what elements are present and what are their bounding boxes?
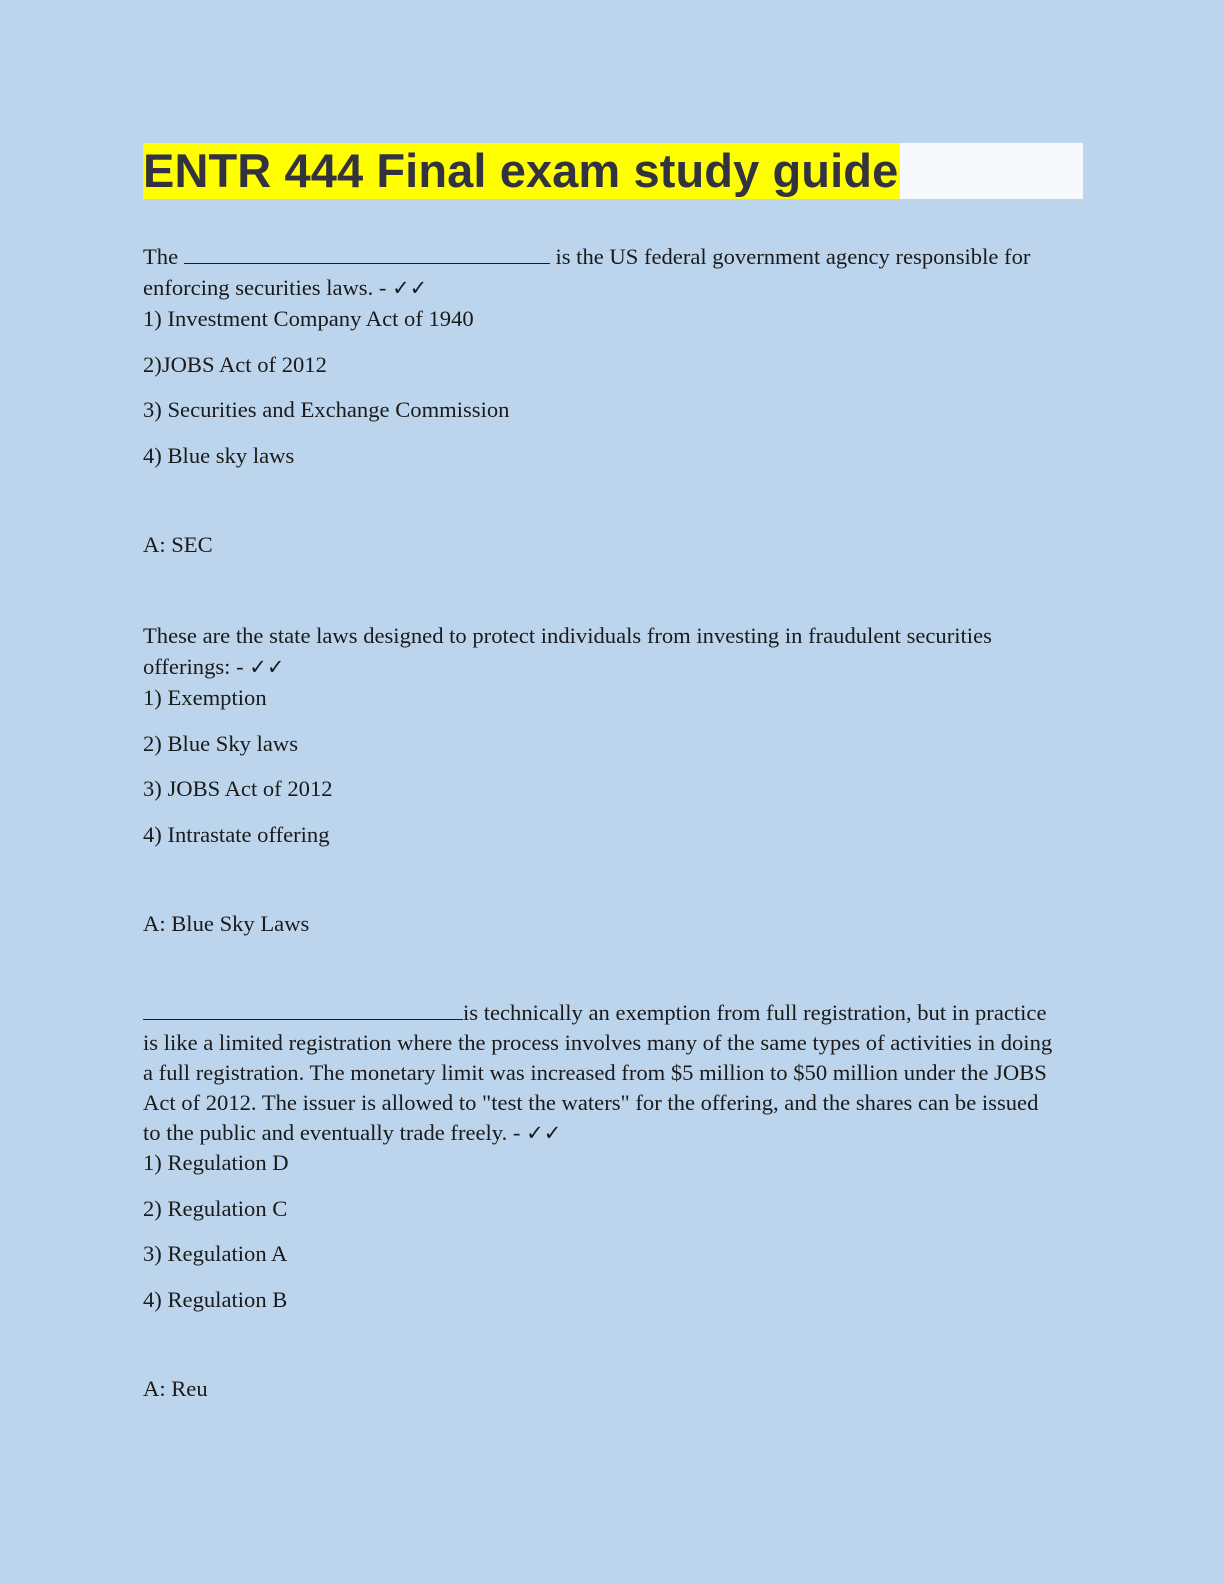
option-item: 4) Regulation B: [143, 1286, 288, 1312]
option-item: 3) Securities and Exchange Commission: [143, 397, 510, 422]
document-page: [143, 143, 1083, 1404]
question-text: [143, 241, 1073, 304]
title-banner: [143, 143, 1083, 199]
answer-blank: [143, 999, 463, 1020]
option-item: 1) Exemption: [143, 685, 267, 710]
option-item: 4) Blue sky laws: [143, 442, 295, 468]
option-item: 1) Investment Company Act of 1940: [143, 306, 474, 331]
answer-text: A: Reu: [143, 1376, 208, 1401]
option-item: 4) Intrastate offering: [143, 821, 330, 847]
question-text: [143, 620, 1063, 683]
option-item: 2) Regulation C: [143, 1195, 288, 1221]
checkmark-icon: ✓✓: [526, 1121, 562, 1145]
question-block: [143, 998, 1083, 1404]
option-item: 1) Regulation D: [143, 1150, 289, 1175]
question-suffix: is technically an exemption from full registration, but in practice is like a limited registration where the process involves many of the same types of activities in doing a full registration. The monetary limit was increased from $5 million to $50 million under the JOBS Act of 2012. The issuer is allowed to "test the waters" for the offering, and the shares can be issued to the public and eventually trade freely. -: [143, 1000, 1053, 1145]
page-title: ENTR 444 Final exam study guide: [143, 144, 899, 197]
checkmark-icon: ✓✓: [249, 655, 285, 679]
option-item: 2)JOBS Act of 2012: [143, 351, 327, 377]
question-block: [143, 241, 1083, 560]
option-item: 2) Blue Sky laws: [143, 730, 299, 756]
option-item: 3) JOBS Act of 2012: [143, 776, 333, 801]
answer-text: A: SEC: [143, 532, 213, 557]
document-body: [143, 241, 1083, 1404]
answer-text: A: Blue Sky Laws: [143, 911, 310, 936]
question-block: [143, 620, 1083, 939]
checkmark-icon: ✓✓: [392, 276, 428, 300]
question-suffix: is the US federal government agency responsible for enforcing securities laws. -: [143, 244, 1031, 300]
answer-blank: [184, 243, 550, 264]
option-item: 3) Regulation A: [143, 1241, 288, 1266]
question-text: [143, 998, 1058, 1148]
question-prefix: The: [143, 244, 179, 269]
question-body: These are the state laws designed to protect individuals from investing in fraudulent securities offerings: -: [143, 623, 992, 679]
